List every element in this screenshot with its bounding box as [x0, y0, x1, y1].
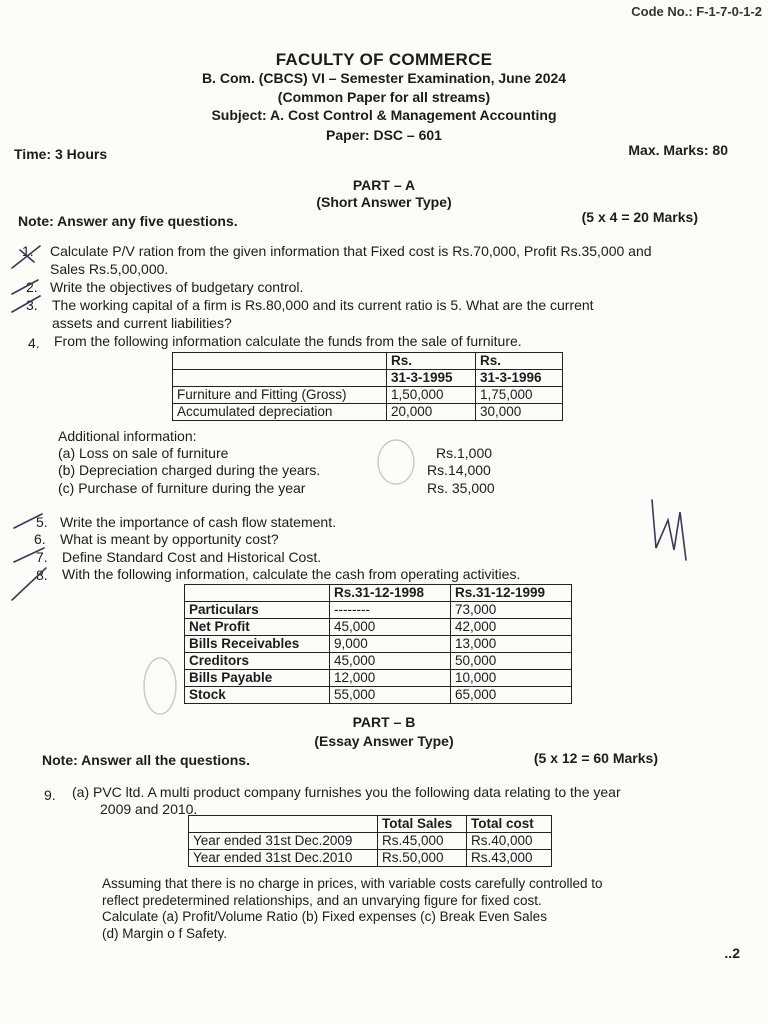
- question-7-number: 7.: [36, 549, 48, 565]
- table-row: [173, 353, 563, 370]
- table-header-cell: 31-3-1995: [387, 370, 476, 387]
- table-cell: Particulars: [185, 602, 330, 619]
- table-cell: Rs.45,000: [378, 833, 467, 850]
- question-5-text: Write the importance of cash flow statement.: [60, 514, 336, 530]
- table-cell: [173, 353, 387, 370]
- table-cell: Rs.40,000: [467, 833, 552, 850]
- question-7-text: Define Standard Cost and Historical Cost.: [62, 549, 322, 565]
- table-header-cell: Total Sales: [378, 816, 467, 833]
- table-cell: 30,000: [476, 404, 563, 421]
- table-row: [185, 636, 572, 653]
- paper-note: (Common Paper for all streams): [277, 89, 491, 105]
- subject-title: Subject: A. Cost Control & Management Accounting: [211, 107, 557, 123]
- table-header-cell: 31-3-1996: [476, 370, 563, 387]
- stamp-mark: [378, 440, 414, 484]
- stamp-mark: [144, 658, 176, 714]
- sales-cost-table: [188, 815, 552, 867]
- table-cell: 10,000: [451, 670, 572, 687]
- part-a-title: PART – A: [352, 177, 416, 193]
- table-row: [185, 687, 572, 704]
- table-cell: Year ended 31st Dec.2010: [189, 850, 378, 867]
- table-header-cell: Rs.31-12-1999: [451, 585, 572, 602]
- page-number: ..2: [724, 945, 740, 961]
- question-3-number: 3.: [26, 297, 38, 313]
- question-9-para-line-2: reflect predetermined relationships, and an unvarying figure for fixed cost.: [102, 893, 542, 908]
- table-cell: Creditors: [185, 653, 330, 670]
- table-cell: 42,000: [451, 619, 572, 636]
- table-cell: [189, 816, 378, 833]
- table-cell: 55,000: [330, 687, 451, 704]
- table-cell: 50,000: [451, 653, 572, 670]
- code-number: Code No.: F-1-7-0-1-2: [631, 4, 762, 19]
- question-8-text: With the following information, calculate the cash from operating activities.: [62, 566, 521, 582]
- table-header-cell: Rs.: [476, 353, 563, 370]
- question-4-text: From the following information calculate the funds from the sale of furniture.: [54, 333, 522, 349]
- additional-info-value-b: Rs.14,000: [427, 462, 491, 478]
- question-5-number: 5.: [36, 514, 48, 530]
- table-row: [189, 850, 552, 867]
- table-cell: 45,000: [330, 619, 451, 636]
- part-b-marks: (5 x 12 = 60 Marks): [533, 750, 658, 766]
- table-cell: Net Profit: [185, 619, 330, 636]
- additional-info-value-a: Rs.1,000: [436, 445, 493, 461]
- question-8-number: 8.: [36, 567, 48, 583]
- table-cell: 65,000: [451, 687, 572, 704]
- table-header-cell: Rs.31-12-1998: [330, 585, 451, 602]
- table-cell: [173, 370, 387, 387]
- table-cell: 13,000: [451, 636, 572, 653]
- table-row: [185, 653, 572, 670]
- table-header-cell: Rs.: [387, 353, 476, 370]
- table-cell: --------: [330, 602, 451, 619]
- table-cell: Stock: [185, 687, 330, 704]
- question-3-line-1: The working capital of a firm is Rs.80,000 and its current ratio is 5. What are the current: [52, 297, 594, 313]
- table-cell: Rs.50,000: [378, 850, 467, 867]
- exam-title: B. Com. (CBCS) VI – Semester Examination, June 2024: [201, 70, 567, 86]
- table-cell: 1,50,000: [387, 387, 476, 404]
- question-3-line-2: assets and current liabilities?: [52, 315, 232, 331]
- faculty-title: FACULTY OF COMMERCE: [275, 50, 493, 69]
- question-9-line-2: 2009 and 2010.: [100, 801, 198, 817]
- part-b-note: Note: Answer all the questions.: [42, 752, 250, 768]
- additional-info-label-b: (b) Depreciation charged during the years.: [58, 462, 321, 478]
- table-cell: Accumulated depreciation: [173, 404, 387, 421]
- table-row: [173, 387, 563, 404]
- table-cell: 9,000: [330, 636, 451, 653]
- table-cell: Bills Receivables: [185, 636, 330, 653]
- table-row: [185, 602, 572, 619]
- table-cell: 73,000: [451, 602, 572, 619]
- table-row: [189, 833, 552, 850]
- table-header-cell: Total cost: [467, 816, 552, 833]
- table-row: [185, 619, 572, 636]
- paper-code: Paper: DSC – 601: [326, 127, 442, 143]
- table-row: [185, 670, 572, 687]
- cash-flow-table: [184, 584, 572, 704]
- table-cell: 20,000: [387, 404, 476, 421]
- table-row: [173, 404, 563, 421]
- part-b-title: PART – B: [352, 714, 416, 730]
- table-cell: Year ended 31st Dec.2009: [189, 833, 378, 850]
- table-cell: 45,000: [330, 653, 451, 670]
- table-cell: [185, 585, 330, 602]
- question-1-line-1: Calculate P/V ration from the given information that Fixed cost is Rs.70,000, Profit Rs.35,000 and: [50, 243, 652, 259]
- additional-info-value-c: Rs. 35,000: [427, 480, 495, 496]
- table-cell: 1,75,000: [476, 387, 563, 404]
- table-cell: Bills Payable: [185, 670, 330, 687]
- max-marks-label: Max. Marks: 80: [628, 142, 728, 158]
- table-row: [185, 585, 572, 602]
- part-a-note: Note: Answer any five questions.: [18, 213, 238, 229]
- part-b-subtitle: (Essay Answer Type): [314, 733, 454, 749]
- furniture-table: [172, 352, 563, 421]
- question-1-line-2: Sales Rs.5,00,000.: [50, 261, 169, 277]
- additional-info-title: Additional information:: [58, 428, 197, 444]
- part-a-subtitle: (Short Answer Type): [316, 194, 452, 210]
- question-6-number: 6.: [34, 531, 46, 547]
- signature-scribble: [652, 500, 686, 560]
- table-cell: 12,000: [330, 670, 451, 687]
- part-a-marks: (5 x 4 = 20 Marks): [581, 209, 698, 225]
- question-9-para-line-3: Calculate (a) Profit/Volume Ratio (b) Fixed expenses (c) Break Even Sales: [102, 909, 547, 924]
- question-1-number: 1.: [22, 243, 34, 259]
- question-9-line-1: (a) PVC ltd. A multi product company furnishes you the following data relating to the year: [72, 784, 621, 800]
- question-6-text: What is meant by opportunity cost?: [60, 531, 279, 547]
- question-9-para-line-4: (d) Margin o f Safety.: [102, 926, 228, 941]
- question-9-para-line-1: Assuming that there is no charge in prices, with variable costs carefully controlled to: [102, 876, 603, 891]
- question-4-number: 4.: [28, 335, 40, 351]
- question-2-text: Write the objectives of budgetary control.: [50, 279, 304, 295]
- question-2-number: 2.: [26, 279, 38, 295]
- table-row: [189, 816, 552, 833]
- table-cell: Furniture and Fitting (Gross): [173, 387, 387, 404]
- table-row: [173, 370, 563, 387]
- additional-info-label-a: (a) Loss on sale of furniture: [58, 445, 229, 461]
- question-9-number: 9.: [44, 787, 56, 803]
- time-label: Time: 3 Hours: [14, 146, 108, 162]
- table-cell: Rs.43,000: [467, 850, 552, 867]
- additional-info-label-c: (c) Purchase of furniture during the year: [58, 480, 306, 496]
